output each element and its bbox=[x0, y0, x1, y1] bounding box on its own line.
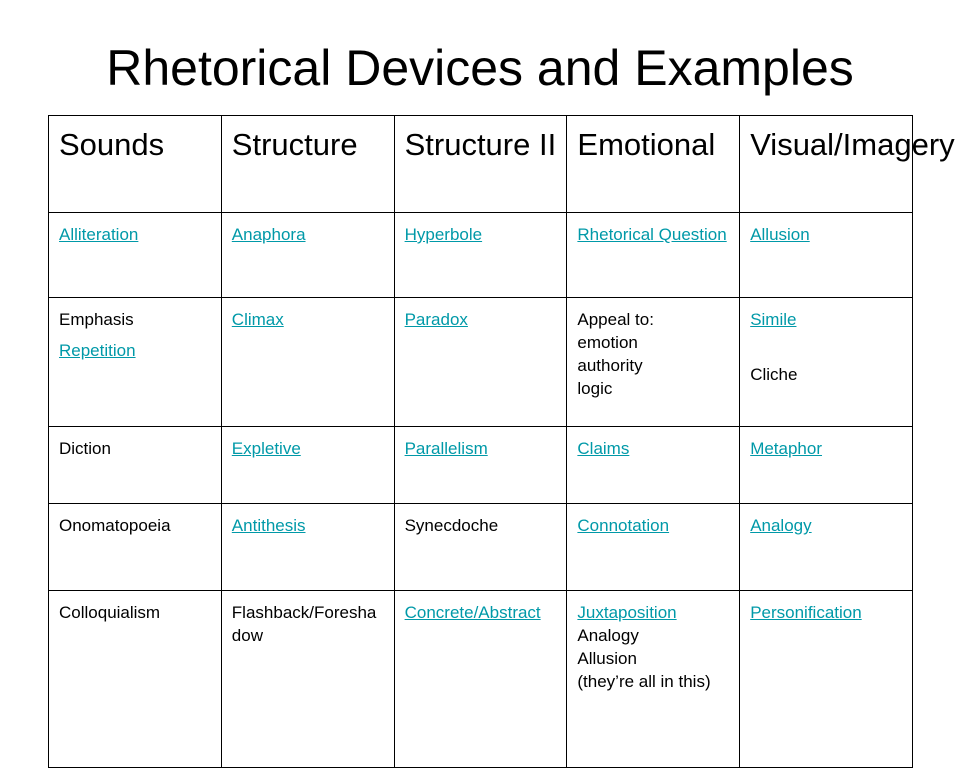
table-cell bbox=[567, 427, 740, 504]
link-hyperbole[interactable]: Hyperbole bbox=[404, 225, 483, 244]
table-cell bbox=[740, 504, 913, 591]
cell-text-analogy: Analogy bbox=[577, 626, 639, 645]
link-metaphor[interactable]: Metaphor bbox=[750, 439, 823, 458]
table-cell bbox=[394, 504, 567, 591]
table-cell bbox=[567, 298, 740, 427]
cell-text-colloquialism: Colloquialism bbox=[59, 603, 161, 622]
cell-text-flashback-foreshadow: Flashback/Foreshadow bbox=[231, 603, 377, 645]
table-cell bbox=[49, 504, 222, 591]
cell-text-synecdoche: Synecdoche bbox=[404, 516, 499, 535]
header-sounds: Sounds bbox=[49, 116, 222, 213]
cell-text-authority: authority bbox=[577, 356, 643, 375]
table-cell bbox=[394, 427, 567, 504]
header-structure-ii: Structure II bbox=[394, 116, 567, 213]
cell-text-appeal-to: Appeal to: bbox=[577, 310, 654, 329]
link-analogy[interactable]: Analogy bbox=[750, 516, 812, 535]
devices-table bbox=[48, 115, 955, 768]
link-personification[interactable]: Personification bbox=[750, 603, 862, 622]
table-cell bbox=[567, 591, 740, 768]
table-cell bbox=[221, 298, 394, 427]
link-juxtaposition[interactable]: Juxtaposition bbox=[577, 603, 677, 622]
table-cell bbox=[394, 298, 567, 427]
cell-text-allusion: Allusion bbox=[577, 649, 637, 668]
cell-text-logic: logic bbox=[577, 379, 613, 398]
table-cell bbox=[567, 213, 740, 298]
cell-text-cliche: Cliche bbox=[750, 365, 798, 384]
table-row bbox=[49, 591, 913, 768]
table-cell bbox=[221, 427, 394, 504]
link-repetition[interactable]: Repetition bbox=[59, 341, 136, 360]
table-cell bbox=[49, 427, 222, 504]
cell-text-onomatopoeia: Onomatopoeia bbox=[59, 516, 171, 535]
header-structure: Structure bbox=[221, 116, 394, 213]
table-cell bbox=[49, 591, 222, 768]
table-cell bbox=[567, 504, 740, 591]
table-cell bbox=[221, 504, 394, 591]
table-cell bbox=[221, 213, 394, 298]
table-row bbox=[49, 298, 913, 427]
link-alliteration[interactable]: Alliteration bbox=[59, 225, 139, 244]
table-cell bbox=[740, 213, 913, 298]
table-cell bbox=[49, 213, 222, 298]
cell-text-theyre-all-in-this: (they’re all in this) bbox=[577, 672, 711, 691]
link-antithesis[interactable]: Antithesis bbox=[231, 516, 306, 535]
page-title: Rhetorical Devices and Examples bbox=[106, 40, 854, 96]
table-cell bbox=[49, 298, 222, 427]
table-cell bbox=[221, 591, 394, 768]
link-paradox[interactable]: Paradox bbox=[404, 310, 468, 329]
header-emotional: Emotional bbox=[567, 116, 740, 213]
cell-text-emotion: emotion bbox=[577, 333, 638, 352]
link-concrete-abstract[interactable]: Concrete/Abstract bbox=[404, 603, 541, 622]
header-visual-imagery: Visual/Imagery bbox=[740, 116, 913, 213]
link-climax[interactable]: Climax bbox=[231, 310, 284, 329]
cell-text-diction: Diction bbox=[59, 439, 111, 458]
link-rhetorical-question[interactable]: Rhetorical Question bbox=[577, 225, 727, 244]
table-cell bbox=[394, 591, 567, 768]
table-cell bbox=[740, 591, 913, 768]
table-cell bbox=[740, 427, 913, 504]
link-claims[interactable]: Claims bbox=[577, 439, 630, 458]
cell-text-emphasis: Emphasis bbox=[59, 310, 134, 329]
link-parallelism[interactable]: Parallelism bbox=[404, 439, 488, 458]
table-cell bbox=[394, 213, 567, 298]
table-row bbox=[49, 504, 913, 591]
table-header-row bbox=[49, 116, 913, 213]
link-anaphora[interactable]: Anaphora bbox=[231, 225, 306, 244]
table-row bbox=[49, 213, 913, 298]
table-cell bbox=[740, 298, 913, 427]
link-expletive[interactable]: Expletive bbox=[231, 439, 301, 458]
link-allusion[interactable]: Allusion bbox=[750, 225, 810, 244]
link-simile[interactable]: Simile bbox=[750, 310, 797, 329]
link-connotation[interactable]: Connotation bbox=[577, 516, 670, 535]
table-row bbox=[49, 427, 913, 504]
